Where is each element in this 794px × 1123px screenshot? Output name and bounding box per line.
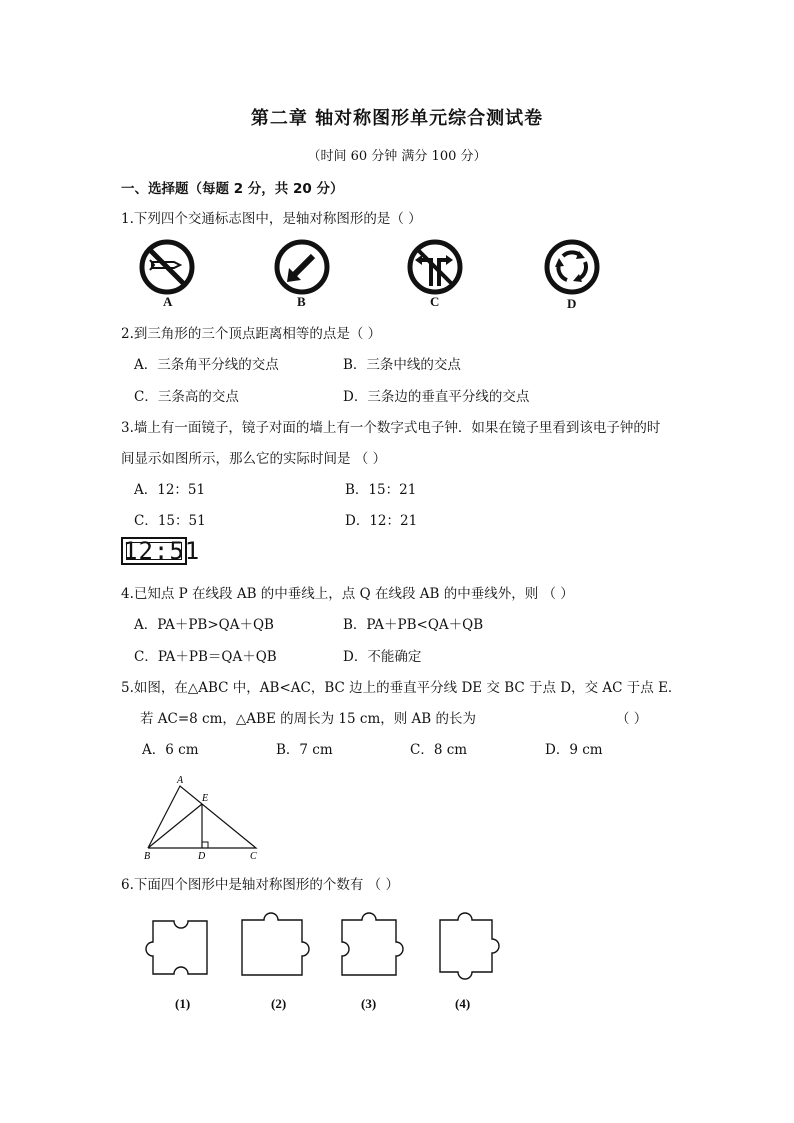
q5-option-d: D．9 cm bbox=[545, 742, 603, 758]
q5-option-a: A．6 cm bbox=[142, 742, 199, 758]
sign-b-icon bbox=[273, 238, 331, 296]
q4-option-b: B．PA＋PB<QA＋QB bbox=[343, 617, 484, 633]
digital-clock bbox=[121, 537, 201, 565]
puzzle-2-label: (2) bbox=[271, 996, 287, 1011]
point-e-label: E bbox=[202, 793, 209, 804]
puzzle-piece-1-icon bbox=[140, 912, 212, 982]
q3-option-b: B．15：21 bbox=[345, 482, 417, 498]
question-6: 6.下面四个图形中是轴对称图形的个数有 （ ） bbox=[121, 877, 399, 893]
question-4: 4.已知点 P 在线段 AB 的中垂线上，点 Q 在线段 AB 的中垂线外，则 （ ） bbox=[121, 586, 574, 602]
clock-display: 12:51 bbox=[123, 537, 201, 565]
triangle-figure bbox=[140, 772, 270, 862]
exam-info: （时间 60 分钟 满分 100 分） bbox=[307, 149, 487, 164]
sign-c-icon bbox=[406, 238, 464, 296]
question-5-line1: 5.如图，在△ABC 中，AB<AC，BC 边上的垂直平分线 DE 交 BC 于点 D，交 AC 于点 E． bbox=[121, 680, 682, 696]
q2-option-c: C．三条高的交点 bbox=[134, 389, 239, 405]
puzzle-3-label: (3) bbox=[361, 996, 377, 1011]
q5-option-b: B．7 cm bbox=[276, 742, 333, 758]
q4-option-d: D．不能确定 bbox=[343, 649, 422, 665]
sign-a-label: A bbox=[163, 294, 173, 309]
sign-d-icon bbox=[543, 238, 601, 296]
q3-option-c: C．15：51 bbox=[134, 513, 206, 529]
page-title: 第二章 轴对称图形单元综合测试卷 bbox=[250, 108, 544, 129]
question-3-line2: 间显示如图所示，那么它的实际时间是 （ ） bbox=[121, 451, 387, 467]
sign-c-label: C bbox=[430, 294, 440, 309]
puzzle-piece-3-icon bbox=[334, 904, 410, 984]
sign-d-label: D bbox=[567, 296, 577, 311]
puzzle-1-label: (1) bbox=[175, 996, 191, 1011]
question-5-bracket: （ ） bbox=[616, 711, 648, 727]
puzzle-piece-4-icon bbox=[432, 904, 508, 994]
question-3-line1: 3.墙上有一面镜子，镜子对面的墙上有一个数字式电子钟．如果在镜子里看到该电子钟的时 bbox=[121, 420, 661, 436]
q4-option-a: A．PA＋PB>QA＋QB bbox=[134, 617, 274, 633]
q2-option-d: D．三条边的垂直平分线的交点 bbox=[343, 389, 530, 405]
point-b-label: B bbox=[144, 851, 151, 862]
q2-option-a: A．三条角平分线的交点 bbox=[134, 357, 279, 373]
section-heading: 一、选择题（每题 2 分，共 20 分） bbox=[121, 181, 344, 197]
q4-option-c: C．PA＋PB＝QA＋QB bbox=[134, 649, 277, 665]
q2-option-b: B．三条中线的交点 bbox=[343, 357, 461, 373]
point-d-label: D bbox=[198, 851, 206, 862]
point-a-label: A bbox=[177, 775, 184, 786]
question-2: 2.到三角形的三个顶点距离相等的点是（ ） bbox=[121, 326, 382, 342]
question-5-line2: 若 AC=8 cm，△ABE 的周长为 15 cm，则 AB 的长为 bbox=[140, 711, 476, 727]
point-c-label: C bbox=[250, 851, 257, 862]
puzzle-4-label: (4) bbox=[455, 996, 471, 1011]
q5-option-c: C．8 cm bbox=[410, 742, 468, 758]
question-1: 1.下列四个交通标志图中，是轴对称图形的是（ ） bbox=[121, 211, 422, 227]
puzzle-piece-2-icon bbox=[232, 902, 312, 982]
sign-b-label: B bbox=[297, 294, 306, 309]
q3-option-a: A．12：51 bbox=[134, 482, 206, 498]
q3-option-d: D．12：21 bbox=[345, 513, 418, 529]
sign-a-icon bbox=[138, 238, 196, 296]
